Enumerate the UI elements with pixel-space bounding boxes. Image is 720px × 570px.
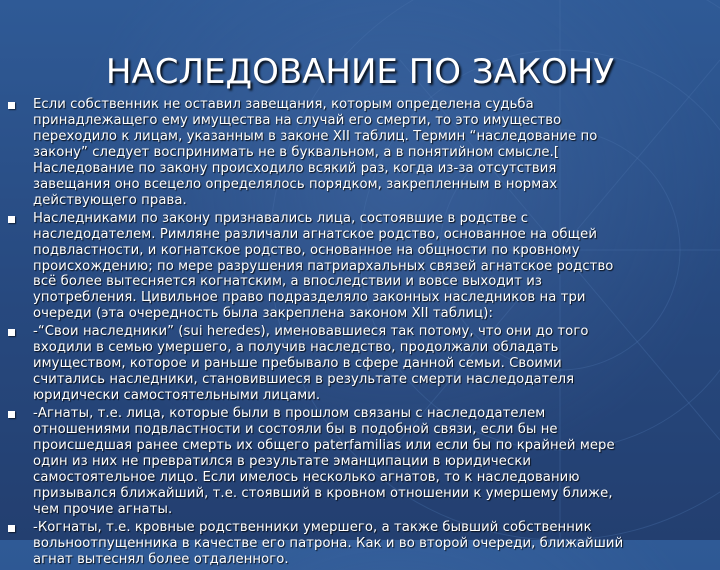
bullet-item <box>8 324 712 404</box>
bullet-text: -Когнаты, т.е. кровные родственники умершего, а также бывший собственник вольноотпущенника в качестве его патрона. Как и во второй очереди, ближайший агнат вытеснял более отдаленного. <box>33 519 624 567</box>
slide-title: НАСЛЕДОВАНИЕ ПО ЗАКОНУ <box>105 52 615 92</box>
square-bullet-icon <box>8 216 15 223</box>
bullet-list <box>8 97 712 570</box>
bullet-item <box>8 97 712 209</box>
bullet-text: -“Свои наследники” (sui heredes), именовавшиеся так потому, что они до того входили в семью умершего, а получив наследство, продолжали обладать имуществом, которое и раньше пребывало в сфере данной семьи. Своими считались наследники, становившиеся в результате смерти наследодателя юридически самостоятельными лицами. <box>33 324 589 404</box>
bullet-text: Наследниками по закону признавались лица, состоявшие в родстве с наследодателем. Римляне различали агнатское родство, основанное на общей подвластности, и когнатское родство, основанное на общности по кровному происхождению; по мере разрушения патриархальных связей агнатское родство всё более вытесняется когнатским, а впоследствии и вовсе выходит из употребления. Цивильное право подразделяло законных наследников на три очереди (эта очередность была закреплена законом XII таблиц): <box>33 210 614 322</box>
bullet-text: -Агнаты, т.е. лица, которые были в прошлом связаны с наследодателем отношениями подвластности и состояли бы в подобной связи, если бы не происшедшая ранее смерть их общего paterfamilias или если бы по крайней мере один из них не превратился в результате эманципации в юридически самостоятельное лицо. Если имелось несколько агнатов, то к наследованию призывался ближайший, т.е. стоявший в кровном отношении к умершему ближе, чем прочие агнаты. <box>33 406 615 517</box>
square-bullet-icon <box>8 102 15 109</box>
bullet-text: Если собственник не оставил завещания, которым определена судьба принадлежащего ему имущества на случай его смерти, то это имущество переходило к лицам, указанным в законе XII таблиц. Термин “наследование по закону” следует воспринимать не в буквальном, а в понятийном смысле.[ Наследование по закону происходило всякий раз, когда из-за отсутствия завещания оно всецело определялось порядком, закрепленным в нормах действующего права. <box>33 97 598 208</box>
square-bullet-icon <box>8 329 15 336</box>
bullet-item <box>8 211 712 323</box>
bullet-item <box>8 520 712 568</box>
square-bullet-icon <box>8 525 15 532</box>
square-bullet-icon <box>8 411 15 418</box>
bullet-item <box>8 406 712 518</box>
